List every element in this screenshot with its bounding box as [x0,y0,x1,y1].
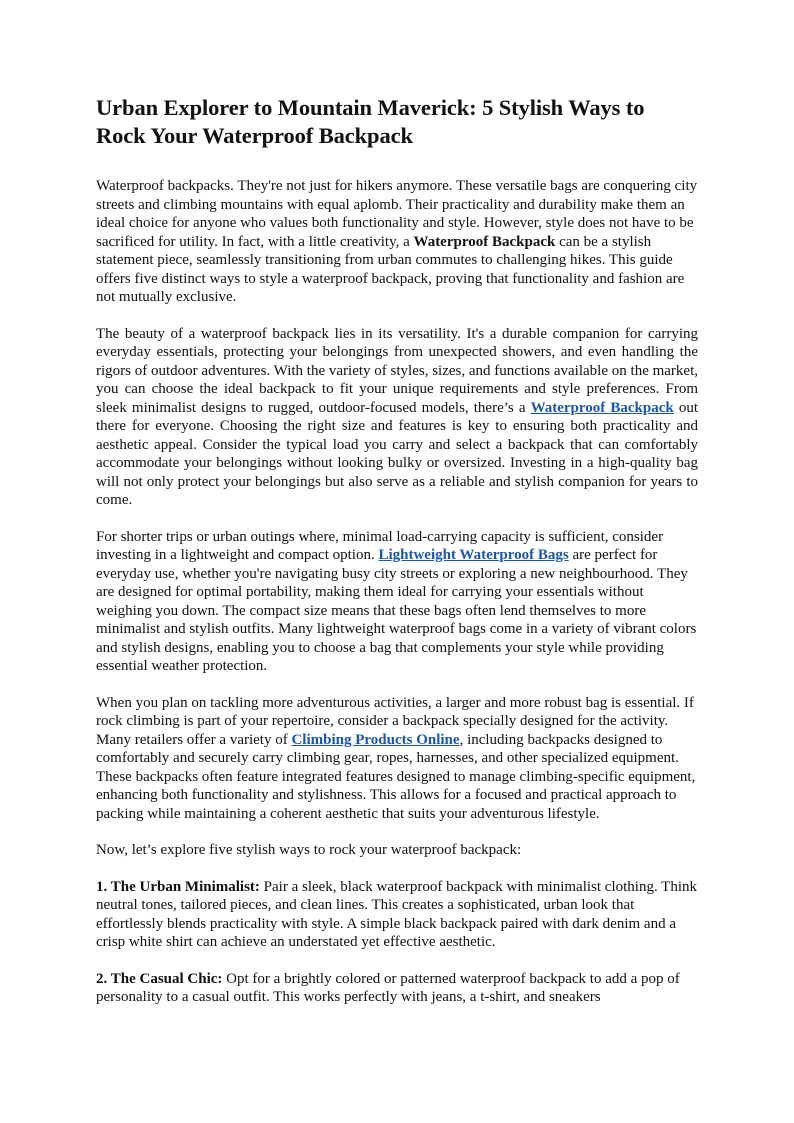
list-intro-paragraph: Now, let’s explore five stylish ways to rock your waterproof backpack: [96,842,522,858]
list-item-casual-chic [96,970,698,1007]
intro-text-a: Waterproof backpacks. They're not just for hikers anymore. These versatile bags are conquering city streets and climbing mountains with equal aplomb. Their practicality and durability make them an ideal choice for anyone who values both functionality and style. However, style does not have to be sacrificed for utility. In fact, with a little creativity, a [96,178,698,250]
climbing-text-a: When you plan on tackling more adventurous activities, a larger and more robust bag is essential. If rock climbing is part of your repertoire, consider a backpack specially designed for the activity. Many retailers offer a variety of [96,694,694,748]
lightweight-bags-link[interactable]: Lightweight Waterproof Bags [378,547,569,563]
lightweight-text-a: For shorter trips or urban outings where, minimal load-carrying capacity is sufficient, consider investing in a lightweight and compact option. [96,528,664,563]
list-item-text: Opt for a brightly colored or patterned waterproof backpack to add a pop of personality to a casual outfit. This works perfectly with jeans, a t-shirt, and sneakers [96,970,680,1005]
climbing-products-link[interactable]: Climbing Products Online [291,731,460,748]
document-page [96,94,698,1025]
list-item-text: Pair a sleek, black waterproof backpack with minimalist clothing. Think neutral tones, tailored pieces, and clean lines. This creates a sophisticated, urban look that effortlessly blends practicality with style. A simple black backpack paired with dark denim and a crisp white shirt can achieve an understated yet effective aesthetic. [96,878,698,950]
lightweight-text-b: are perfect for everyday use, whether you're navigating busy city streets or exploring a new neighbourhood. They are designed for optimal portability, making them ideal for carrying your essentials without weighing you down. The compact size means that these bags often lend themselves to more minimalist and stylish outfits. Many lightweight waterproof bags come in a variety of vibrant colors and stylish designs, enabling you to choose a bag that complements your style while providing essential weather protection. [96,547,697,674]
versatility-text-a: The beauty of a waterproof backpack lies in its versatility. It's a durable companion for carrying everyday essentials, protecting your belongings from unexpected showers, and even handling the rigors of outdoor adventures. With the variety of styles, sizes, and functions available on the market, you can choose the ideal backpack to fit your unique requirements and style preferences. From sleek minimalist designs to rugged, outdoor-focused models, there’s a [96,325,698,416]
versatility-text-b: out there for everyone. Choosing the right size and features is key to ensuring both practicality and aesthetic appeal. Consider the typical load you carry and select a backpack that can comfortably accommodate your belongings without looking bulky or oversized. Investing in a high-quality bag will not only protect your belongings but also serve as a reliable and stylish companion for years to come. [96,399,698,508]
climbing-text-b: , including backpacks designed to comfortably and securely carry climbing gear, ropes, harnesses, and other specialized equipment. These backpacks often feature integrated features designed to manage climbing-specific equipment, enhancing both functionality and stylishness. This allows for a focused and practical approach to packing while maintaining a coherent aesthetic that suits your adventurous lifestyle. [96,731,696,822]
climbing-paragraph [96,694,698,824]
intro-bold-keyword: Waterproof Backpack [413,233,556,250]
versatility-paragraph [96,325,698,510]
list-item-label: 2. The Casual Chic: [96,970,223,987]
lightweight-paragraph [96,528,698,676]
article-title: Urban Explorer to Mountain Maverick: 5 Stylish Ways to Rock Your Waterproof Backpack [96,95,645,148]
intro-text-b: can be a stylish statement piece, seamlessly transitioning from urban commutes to challenging hikes. This guide offers five distinct ways to style a waterproof backpack, proving that functionality and fashion are not mutually exclusive. [96,233,685,305]
intro-paragraph [96,177,698,307]
list-item-urban-minimalist [96,878,698,952]
waterproof-backpack-link[interactable]: Waterproof Backpack [530,399,674,416]
list-item-label: 1. The Urban Minimalist: [96,878,260,895]
